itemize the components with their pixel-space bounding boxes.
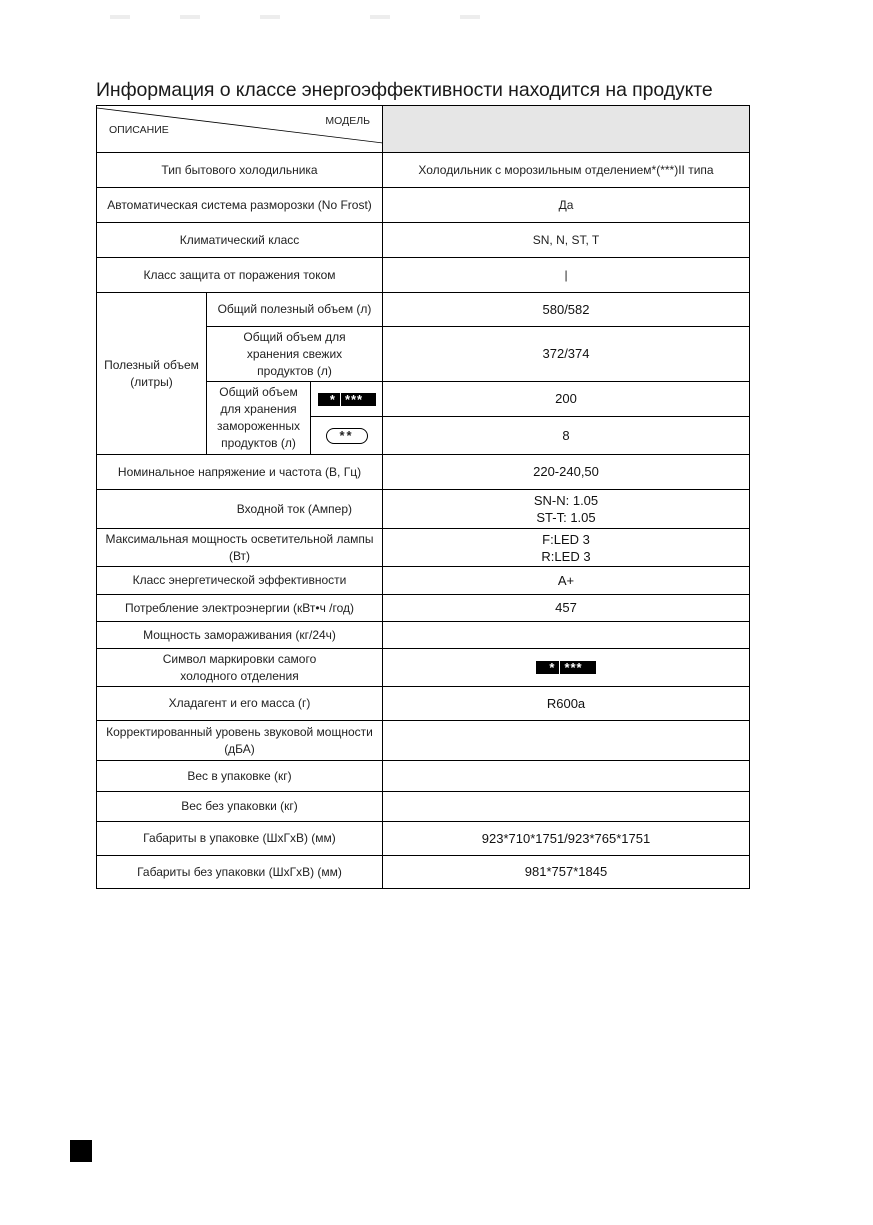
four-star-freezer-icon <box>318 393 376 406</box>
value-line: F:LED 3 <box>542 531 590 547</box>
row-value: | <box>382 257 750 292</box>
row-label: Вес в упаковке (кг) <box>96 760 382 791</box>
row-label: Символ маркировки самого холодного отделения <box>96 648 382 686</box>
row-value: 457 <box>382 594 750 621</box>
row-label: Автоматическая система разморозки (No Frost) <box>96 187 382 222</box>
row-value: 220-240,50 <box>382 454 750 489</box>
row-label: Хладагент и его масса (г) <box>96 686 382 720</box>
frozen-2star-value: 8 <box>382 416 750 454</box>
badge-star-left: * <box>549 660 556 675</box>
header-desc-label: ОПИСАНИЕ <box>109 124 169 136</box>
row-value <box>382 760 750 791</box>
row-label: Максимальная мощность осветительной лампы (Вт) <box>96 528 382 566</box>
row-value: R600a <box>382 686 750 720</box>
specs-table <box>96 105 750 889</box>
row-label: Класс энергетической эффективности <box>96 566 382 594</box>
volume-total-label: Общий полезный объем (л) <box>206 292 382 326</box>
row-label: Корректированный уровень звуковой мощности (дБА) <box>96 720 382 760</box>
row-label: Климатический класс <box>96 222 382 257</box>
value-line: ST-T: 1.05 <box>536 510 596 525</box>
row-label: Тип бытового холодильника <box>96 152 382 187</box>
volume-fresh-label: Общий объем для хранения свежих продуктов (л) <box>206 326 382 381</box>
page-title: Информация о классе энергоэффективности находится на продукте <box>96 79 713 101</box>
row-value: 923*710*1751/923*765*1751 <box>382 821 750 855</box>
volume-group-label: Полезный объем (литры) <box>96 292 206 454</box>
row-label: Мощность замораживания (кг/24ч) <box>96 621 382 648</box>
row-label: Габариты в упаковке (ШхГхВ) (мм) <box>96 821 382 855</box>
row-label: Габариты без упаковки (ШхГхВ) (мм) <box>96 855 382 889</box>
row-label: Класс защита от поражения током <box>96 257 382 292</box>
two-star-compartment-icon: ** <box>326 428 368 444</box>
row-label: Вес без упаковки (кг) <box>96 791 382 821</box>
badge-star-left: * <box>329 391 336 407</box>
header-model-value <box>382 105 750 152</box>
row-label: Номинальное напряжение и частота (В, Гц) <box>96 454 382 489</box>
row-value: Да <box>382 187 750 222</box>
row-label: Потребление электроэнергии (кВт•ч /год) <box>96 594 382 621</box>
row-value-multi <box>382 528 750 566</box>
badge-star-right: *** <box>564 660 583 675</box>
row-value: A+ <box>382 566 750 594</box>
volume-fresh-value: 372/374 <box>382 326 750 381</box>
row-value <box>382 621 750 648</box>
row-value <box>382 720 750 760</box>
row-value: 981*757*1845 <box>382 855 750 889</box>
page-corner-marker <box>70 1140 92 1162</box>
row-label: Входной ток (Ампер) <box>96 489 382 528</box>
header-model-label: МОДЕЛЬ <box>325 115 370 127</box>
row-value-multi <box>382 489 750 528</box>
volume-frozen-label: Общий объем для хранения замороженных продуктов (л) <box>206 381 310 454</box>
row-value: SN, N, ST, T <box>382 222 750 257</box>
value-line: R:LED 3 <box>541 548 591 564</box>
frozen-4star-cell <box>310 381 382 416</box>
value-line: SN-N: 1.05 <box>533 493 599 508</box>
row-value: Холодильник с морозильным отделением*(***)II типа <box>382 152 750 187</box>
faint-header-marks <box>110 12 500 22</box>
four-star-freezer-icon <box>536 661 596 674</box>
frozen-4star-value: 200 <box>382 381 750 416</box>
volume-total-value: 580/582 <box>382 292 750 326</box>
header-diagonal-cell <box>96 105 382 152</box>
row-value <box>382 791 750 821</box>
frozen-2star-cell <box>310 416 382 454</box>
coldest-compartment-cell <box>382 648 750 686</box>
badge-star-right: *** <box>344 391 364 407</box>
